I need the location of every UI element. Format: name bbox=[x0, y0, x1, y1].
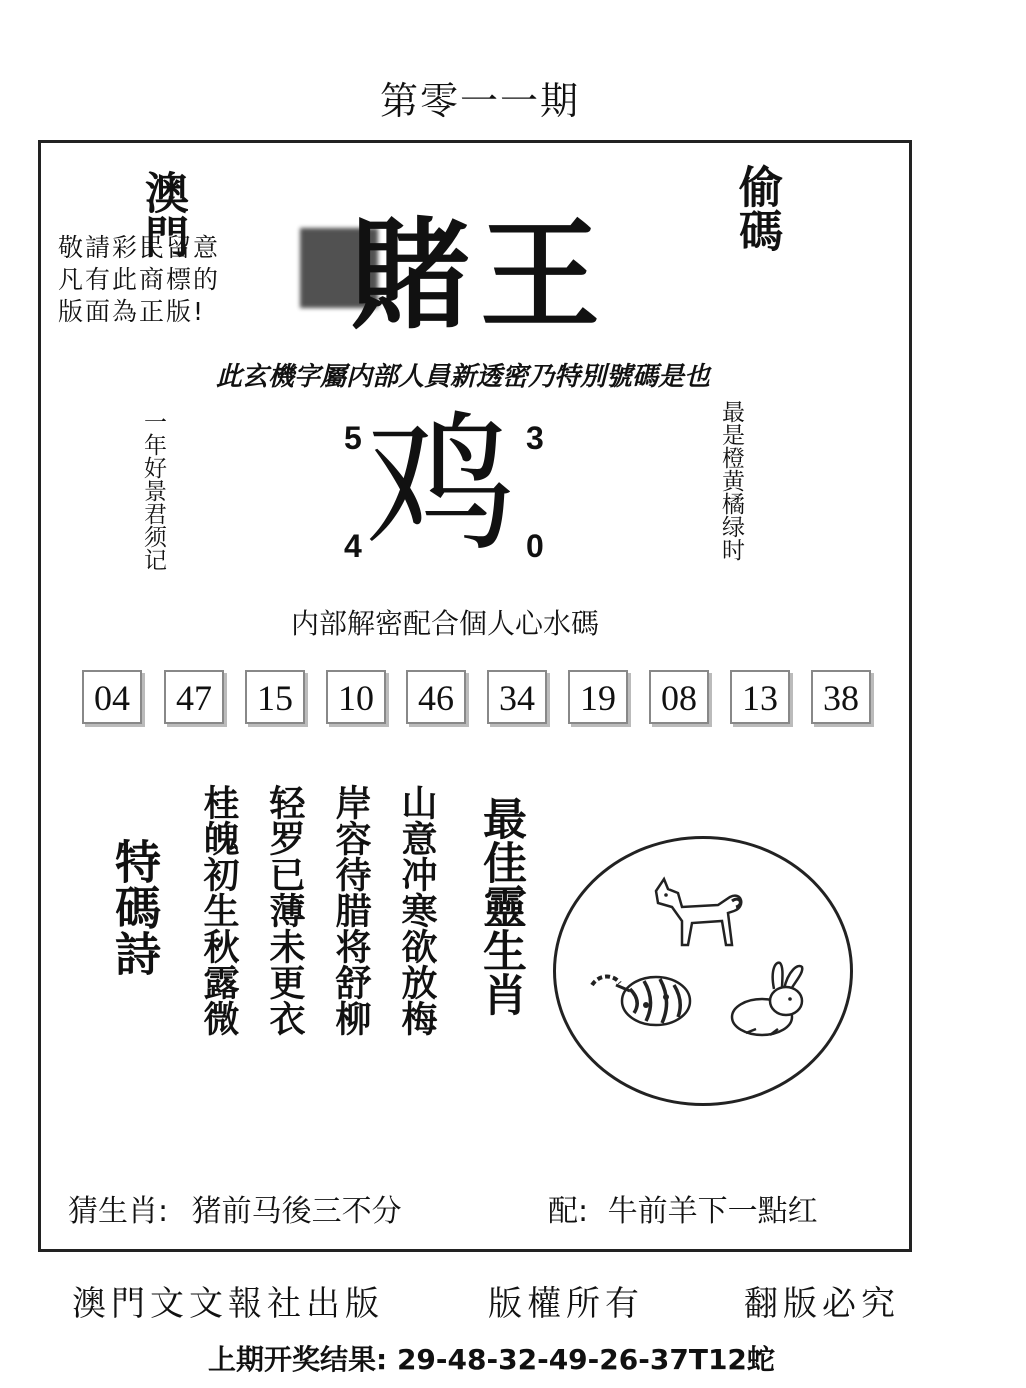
rights-notice: 版權所有 bbox=[488, 1284, 644, 1324]
dog-icon bbox=[648, 873, 748, 953]
zodiac-character: 鸡 bbox=[366, 398, 517, 572]
guess-label: 猜生肖: bbox=[68, 1194, 169, 1229]
number-box: 19 bbox=[568, 670, 628, 724]
number-box: 08 bbox=[649, 670, 709, 724]
zodiac-number-bottom-right: 0 bbox=[526, 528, 544, 564]
zodiac-circle bbox=[553, 836, 853, 1106]
pair-text: 牛前羊下一點红 bbox=[607, 1194, 818, 1229]
number-box: 10 bbox=[326, 670, 386, 724]
number-box: 38 bbox=[811, 670, 871, 724]
masthead-title: 賭王 bbox=[350, 207, 610, 346]
number-box: 04 bbox=[82, 670, 142, 724]
best-zodiac-label: 最佳靈生肖 bbox=[475, 796, 526, 1016]
verse-right: 最是橙黄橘绿时 bbox=[718, 400, 744, 561]
guess-text: 猪前马後三不分 bbox=[191, 1194, 402, 1229]
number-box: 47 bbox=[164, 670, 224, 724]
number-box: 46 bbox=[406, 670, 466, 724]
poem-line: 山意冲寒欲放梅 bbox=[396, 784, 437, 1036]
zodiac-number-top-left: 5 bbox=[344, 420, 362, 456]
corner-left-label: 澳門 bbox=[137, 170, 188, 258]
notice-line: 凡有此商標的 bbox=[58, 265, 221, 294]
poem-line: 桂魄初生秋露微 bbox=[198, 784, 239, 1036]
tiger-icon bbox=[586, 965, 706, 1035]
notice-line: 版面為正版! bbox=[58, 297, 206, 326]
genuine-notice bbox=[58, 232, 278, 328]
corner-right-label: 偷碼 bbox=[731, 164, 782, 252]
number-box: 13 bbox=[730, 670, 790, 724]
pair-hint bbox=[548, 1186, 818, 1230]
piracy-warning: 翻版必究 bbox=[744, 1284, 900, 1324]
notice-line: 敬請彩民留意 bbox=[58, 233, 221, 262]
publisher: 澳門文文報社出版 bbox=[72, 1284, 384, 1324]
poem-line: 轻罗已薄未更衣 bbox=[264, 784, 305, 1036]
number-box: 15 bbox=[245, 670, 305, 724]
decode-hint: 内部解密配合個人心水碼 bbox=[290, 607, 599, 640]
zodiac-number-bottom-left: 4 bbox=[344, 528, 362, 564]
verse-left: 一年好景君须记 bbox=[140, 410, 166, 571]
pair-label: 配: bbox=[548, 1194, 589, 1229]
tagline: 此玄機字屬内部人員新透密乃特別號碼是也 bbox=[215, 362, 710, 392]
number-box: 34 bbox=[487, 670, 547, 724]
poem-line: 岸容待腊将舒柳 bbox=[330, 784, 371, 1036]
issue-number: 第零一一期 bbox=[379, 79, 580, 123]
last-draw-result: 上期开奖结果: 29-48-32-49-26-37T12蛇 bbox=[208, 1343, 775, 1376]
poem-title: 特碼詩 bbox=[108, 838, 162, 976]
rabbit-icon bbox=[726, 959, 816, 1039]
guess-zodiac bbox=[68, 1186, 402, 1230]
zodiac-number-top-right: 3 bbox=[526, 420, 544, 456]
